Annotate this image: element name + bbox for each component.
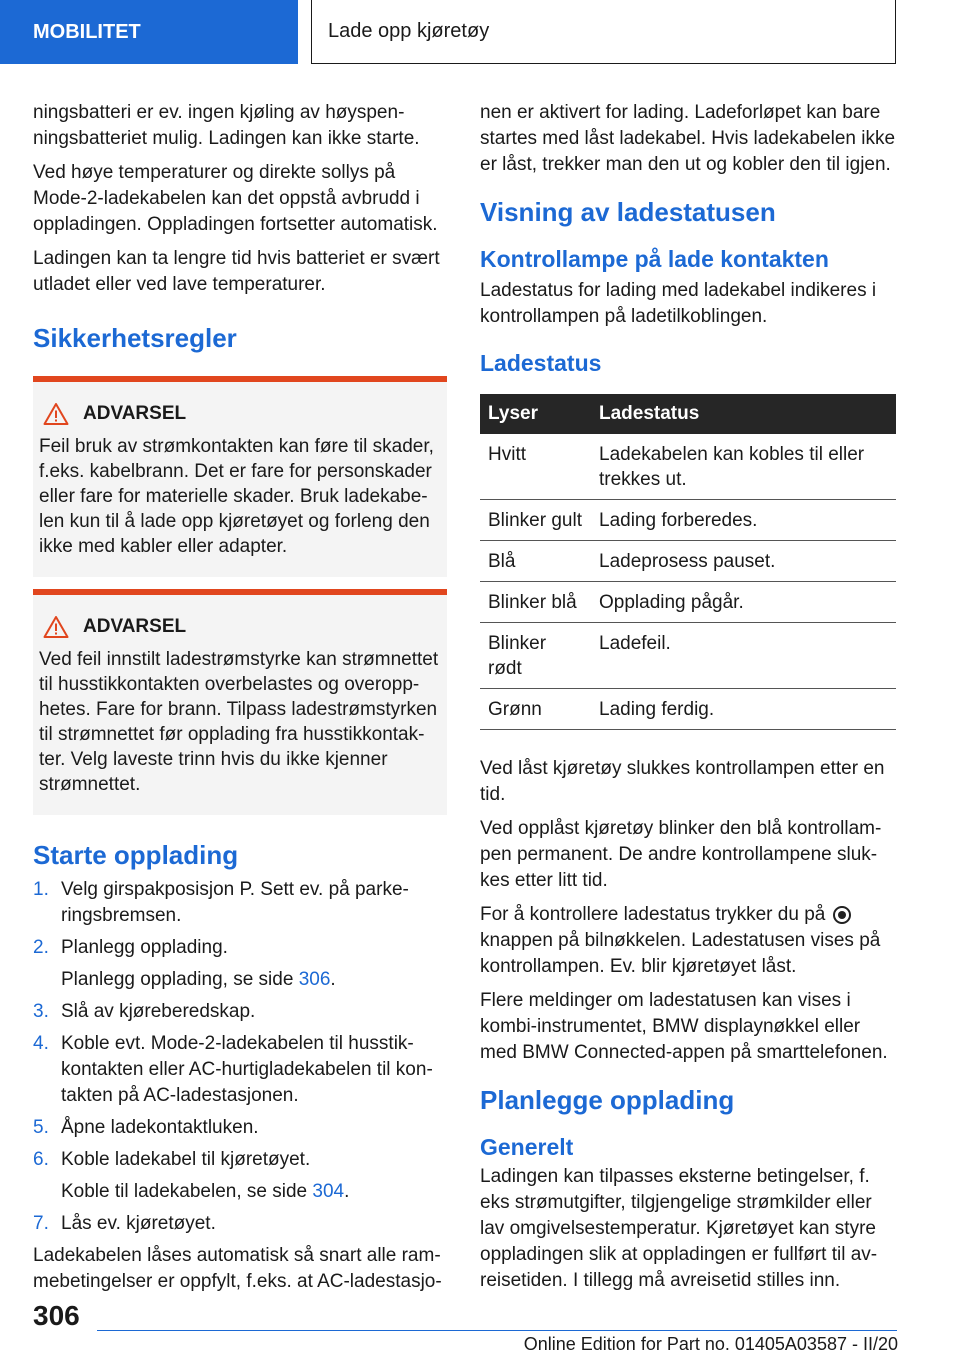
table-cell: Lading forberedes. [591,500,896,541]
warning-label: ADVARSEL [83,616,187,637]
warning-text: Feil bruk av strømkontakten kan føre til skader, f.eks. kabelbrann. Det er fare for personskader eller fare for materielle skader. Bruk ladekabe-len kun til å lade opp kjøretøyet og forleng den ikke med kabler eller adapter. [39,436,434,557]
table-cell: Ladefeil. [591,623,896,689]
table-cell: Ladeprosess pauset. [591,541,896,582]
reference-end: . [330,969,336,990]
footer-divider [97,1330,897,1331]
list-item [33,999,447,1025]
warning-box [33,589,447,815]
table-cell: Blinker gult [480,500,591,541]
paragraph: nen er aktivert for lading. Ladeforløpet kan bare startes med låst ladekabel. Hvis ladekabelen ikke er låst, trekker man den ut og kobler den til igjen. [480,102,896,175]
table-cell: Lading ferdig. [591,689,896,730]
table-cell: Hvitt [480,434,591,500]
page-link-304[interactable]: 304 [312,1181,345,1202]
edition-footer: Online Edition for Part no. 01405A03587 - II/20 [523,1334,898,1354]
table-header-row [480,394,896,434]
page-header-title [311,0,896,64]
step-reference [61,967,336,993]
paragraph-part: For å kontrollere ladestatus trykker du på [480,904,826,925]
step-number: 6. [33,1149,49,1170]
step-reference [61,1179,349,1205]
paragraph: Ladingen kan tilpasses eksterne betingelser, f. eks strømutgifter, tilgjengelige strømkilder eller lav omgivelsestemperatur. Kjøretøyet kan styre oppladingen slik at oppladingen er fullført til av-reisetiden. I tillegg må avreisetid stilles inn. [480,1166,878,1291]
list-item [33,1115,447,1141]
table-cell: Blinker blå [480,582,591,623]
status-table [480,394,896,730]
table-row [480,689,896,730]
warning-triangle-icon [43,402,69,426]
warning-header [39,402,441,426]
paragraph: Ved høye temperaturer og direkte sollys på Mode-2-ladekabelen kan det oppstå avbrudd i oppladingen. Oppladingen fortsetter automatisk. [33,162,438,235]
table-cell: Blå [480,541,591,582]
column-header: Ladestatus [591,394,896,434]
paragraph: Flere meldinger om ladestatusen kan vises i kombi-instrumentet, BMW displaynøkkel eller med BMW Connected-appen på smarttelefonen. [480,990,888,1063]
list-item [33,1147,447,1205]
table-cell: Opplading pågår. [591,582,896,623]
step-text: Koble evt. Mode-2-ladekabelen til husstik-kontakten eller AC-hurtigladekabelen til kon-takten på AC-ladestasjonen. [61,1033,433,1106]
table-cell: Ladekabelen kan kobles til eller trekkes ut. [591,434,896,500]
status-subheading: Ladestatus [480,350,602,376]
left-column [33,100,447,1303]
reference-end: . [344,1181,350,1202]
table-row [480,623,896,689]
plan-charging-heading: Planlegge opplading [480,1085,735,1115]
list-item [33,935,447,993]
paragraph: Ladestatus for lading med ladekabel indikeres i kontrollampen på ladetilkoblingen. [480,280,877,327]
header-title-text: Lade opp kjøretøy [328,20,490,42]
steps-list [33,877,447,1237]
paragraph: Ved låst kjøretøy slukkes kontrollampen etter en tid. [480,758,885,805]
general-subheading: Generelt [480,1134,574,1160]
table-row [480,434,896,500]
step-text: Planlegg opplading. [61,937,228,958]
warning-label: ADVARSEL [83,403,187,424]
table-row [480,582,896,623]
table-cell: Blinker rødt [480,623,591,689]
page-link-306[interactable]: 306 [298,969,331,990]
list-item [33,1031,447,1109]
page-number: 306 [33,1300,80,1331]
indicator-lamp-heading: Kontrollampe på lade kontakten [480,246,829,272]
step-number: 4. [33,1033,49,1054]
column-header: Lyser [480,394,591,434]
warning-text: Ved feil innstilt ladestrømstyrke kan strømnettet til husstikkontakten overbelastes og overopp-hetes. Fare for brann. Tilpass ladestrømstyrken til strømnettet før opplading fra husstikkontak-ter. Velg laveste trinn hvis du ikke kjenner strømnettet. [39,649,439,795]
step-number: 5. [33,1117,49,1138]
step-text: Slå av kjøreberedskap. [61,1001,256,1022]
warning-triangle-icon [43,615,69,639]
table-row [480,541,896,582]
reference-text: Koble til ladekabelen, se side [61,1181,313,1202]
paragraph: ningsbatteri er ev. ingen kjøling av høyspen-ningsbatteriet mulig. Ladingen kan ikke starte. [33,102,420,149]
step-text: Åpne ladekontaktluken. [61,1117,259,1138]
paragraph [480,902,896,980]
start-charging-heading: Starte opplading [33,840,239,870]
table-row [480,500,896,541]
step-number: 2. [33,937,49,958]
paragraph: Ladekabelen låses automatisk så snart alle ram-mebetingelser er oppfylt, f.eks. at AC-ladestasjo- [33,1245,442,1292]
paragraph: Ved opplåst kjøretøy blinker den blå kontrollam-pen permanent. De andre kontrollampene sluk-kes etter litt tid. [480,818,882,891]
step-text: Koble ladekabel til kjøretøyet. [61,1149,311,1170]
warning-box [33,376,447,577]
paragraph-part: knappen på bilnøkkelen. Ladestatusen vises på kontrollampen. Ev. blir kjøretøyet låst. [480,930,881,977]
reference-text: Planlegg opplading, se side [61,969,299,990]
safety-heading: Sikkerhetsregler [33,323,237,353]
step-text: Lås ev. kjøretøyet. [61,1213,216,1234]
step-number: 3. [33,1001,49,1022]
right-column [480,100,896,1302]
paragraph: Ladingen kan ta lengre tid hvis batteriet er svært utladet eller ved lave temperaturer. [33,248,440,295]
step-number: 1. [33,879,49,900]
list-item [33,1211,447,1237]
table-cell: Grønn [480,689,591,730]
section-tab: MOBILITET [0,0,298,64]
charge-status-heading: Visning av ladestatusen [480,197,776,227]
list-item [33,877,447,929]
warning-header [39,615,441,639]
step-text: Velg girspakposisjon P. Sett ev. på parke-ringsbremsen. [61,879,409,926]
key-button-icon [833,906,851,924]
step-number: 7. [33,1213,49,1234]
